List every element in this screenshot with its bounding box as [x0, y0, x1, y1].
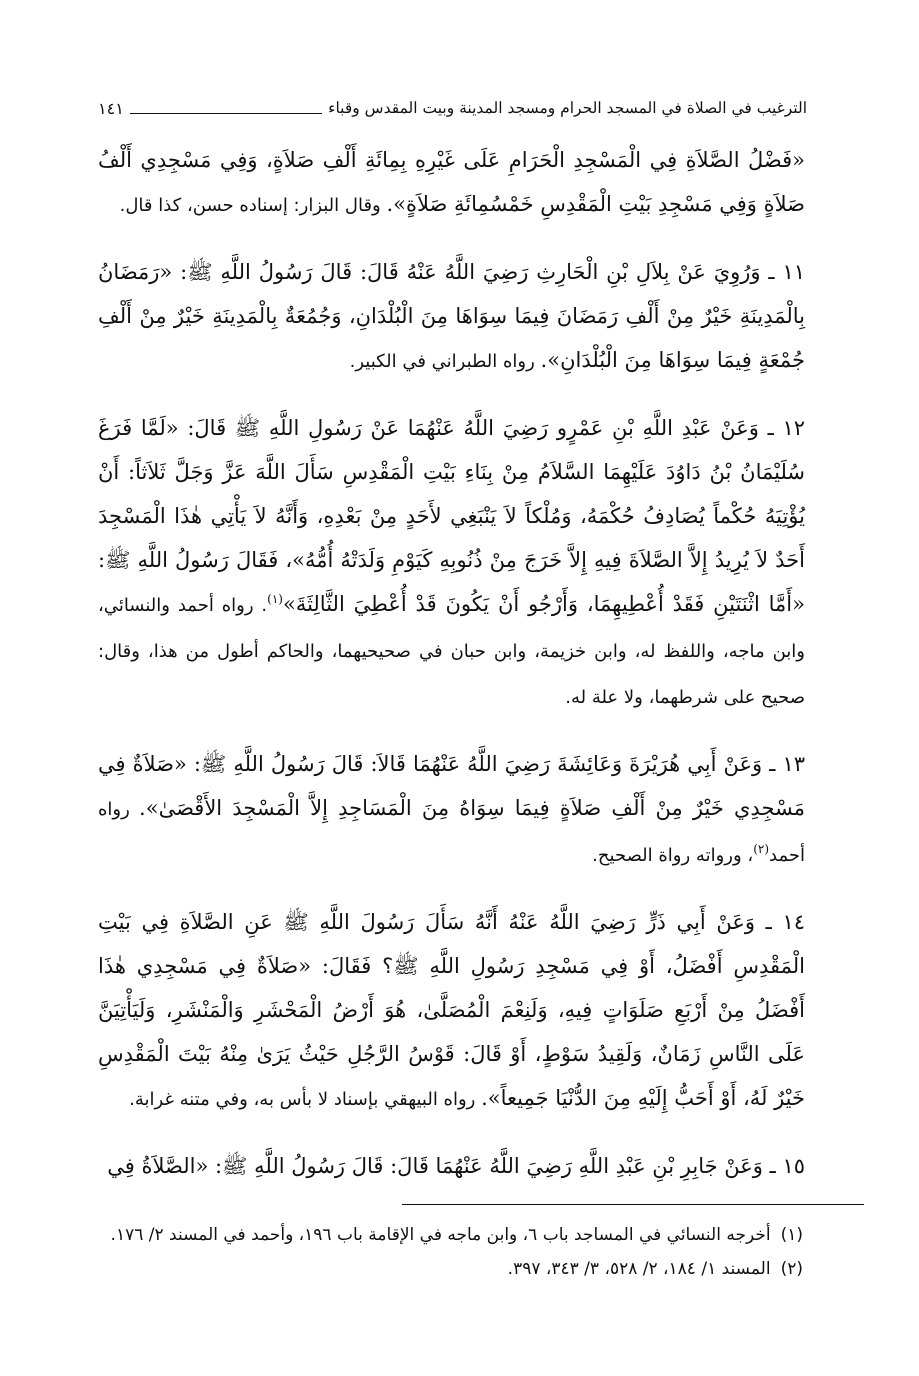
- chapter-title: الترغيب في الصلاة في المسجد الحرام ومسجد المدينة وبيت المقدس وقباء: [328, 99, 807, 117]
- footnote-number: (٢): [780, 1259, 803, 1279]
- footnote-rule: [402, 1204, 864, 1205]
- commentary-text: . رواه أحمد والنسائي، وابن ماجه، واللفظ له، وابن خزيمة، وابن حبان في صحيحيهما، والحاكم أطول من هذا، وقال: صحيح على شرطهما، ولا علة له.: [98, 595, 805, 708]
- footnote-text: المسند ١/ ١٨٤، ٢/ ٥٢٨، ٣/ ٣٤٣، ٣٩٧.: [507, 1259, 771, 1279]
- hadith-text: ١٢ ـ وَعَنْ عَبْدِ اللَّهِ بْنِ عَمْرٍو رَضِيَ اللَّهُ عَنْهُمَا عَنْ رَسُولِ اللَّهِ ﷺ قَالَ: «لَمَّا فَرَغَ سُلَيْمَانُ بْنُ دَاوُدَ عَلَيْهِمَا السَّلاَمُ مِنْ بِنَاءِ بَيْتِ الْمَقْدِسِ سَأَلَ اللَّهَ عَزَّ وَجَلَّ ثَلاَثاً: أَنْ يُؤْتِيَهُ حُكْماً يُصَادِفُ حُكْمَهُ، وَمُلْكاً لاَ يَنْبَغِي لأَحَدٍ مِنْ بَعْدِهِ، وَأَنَّهُ لاَ يَأْتِي هٰذَا الْمَسْجِدَ أَحَدٌ لاَ يُرِيدُ إِلاَّ الصَّلاَةَ فِيهِ إِلاَّ خَرَجَ مِنْ ذُنُوبِهِ كَيَوْمِ وَلَدَتْهُ أُمُّهُ»، فَقَالَ رَسُولُ اللَّهِ ﷺ: «أَمَّا اثْنَتَيْنِ فَقَدْ أُعْطِيهِمَا، وَأَرْجُو أَنْ يَكُونَ قَدْ أُعْطِيَ الثَّالِثَةَ»: [98, 416, 805, 616]
- hadith-text: ١٥ ـ وَعَنْ جَابِرِ بْنِ عَبْدِ اللَّهِ رَضِيَ اللَّهُ عَنْهُمَا قَالَ: قَالَ رَسُولُ اللَّهِ ﷺ: «الصَّلاَةُ فِي: [107, 1154, 805, 1178]
- running-header: [98, 94, 807, 122]
- footnote-text: أخرجه النسائي في المساجد باب ٦، وابن ماجه في الإقامة باب ١٩٦، وأحمد في المسند ٢/ ١٧٦.: [110, 1225, 771, 1245]
- hadith-11: [98, 250, 805, 384]
- hadith-text: «فَضْلُ الصَّلاَةِ فِي الْمَسْجِدِ الْحَرَامِ عَلَى غَيْرِهِ بِمِائَةِ أَلْفِ صَلاَةٍ، وَفِي مَسْجِدِي أَلْفُ صَلاَةٍ وَفِي مَسْجِدِ بَيْتِ الْمَقْدِسِ خَمْسُمِائَةِ صَلاَةٍ».: [98, 148, 805, 216]
- paragraph-continuation: [98, 138, 805, 228]
- hadith-text: ١٤ ـ وَعَنْ أَبِي ذَرٍّ رَضِيَ اللَّهُ عَنْهُ أَنَّهُ سَأَلَ رَسُولَ اللَّهِ ﷺ عَنِ الصَّلاَةِ فِي بَيْتِ الْمَقْدِسِ أَفْضَلُ، أَوْ فِي مَسْجِدِ رَسُولِ اللَّهِ ﷺ؟ فَقَالَ: «صَلاَةٌ فِي مَسْجِدِي هٰذَا أَفْضَلُ مِنْ أَرْبَعِ صَلَوَاتٍ فِيهِ، وَلَنِعْمَ الْمُصَلَّىٰ، هُوَ أَرْضُ الْمَحْشَرِ وَالْمَنْشَرِ، وَلَيَأْتِيَنَّ عَلَى النَّاسِ زَمَانٌ، وَلَقِيدُ سَوْطٍ، أَوْ قَالَ: قَوْسُ الرَّجُلِ حَيْثُ يَرَىٰ مِنْهُ بَيْتَ الْمَقْدِسِ خَيْرٌ لَهُ، أَوْ أَحَبُّ إِلَيْهِ مِنَ الدُّنْيَا جَمِيعاً».: [98, 910, 805, 1110]
- page-number: ١٤١: [98, 98, 124, 118]
- commentary-text-after: ، ورواته رواة الصحيح.: [592, 845, 754, 866]
- footnote-2: [98, 1252, 803, 1286]
- header-rule: [130, 103, 322, 114]
- commentary-text: رواه الطبراني في الكبير.: [349, 351, 541, 372]
- footnote-1: [98, 1218, 803, 1252]
- commentary-text: وقال البزار: إسناده حسن، كذا قال.: [119, 195, 387, 216]
- commentary-text: رواه البيهقي بإسناد لا بأس به، وفي متنه غرابة.: [129, 1089, 482, 1110]
- hadith-15: [98, 1144, 805, 1190]
- commentary-text: رواه أحمد: [98, 799, 805, 866]
- footnote-ref-1[interactable]: (١): [267, 592, 283, 606]
- footnote-ref-2[interactable]: (٢): [753, 842, 770, 856]
- hadith-12: [98, 406, 805, 720]
- hadith-13: [98, 742, 805, 878]
- hadith-text: ١١ ـ وَرُوِيَ عَنْ بِلاَلِ بْنِ الْحَارِثِ رَضِيَ اللَّهُ عَنْهُ قَالَ: قَالَ رَسُولُ اللَّهِ ﷺ: «رَمَضَانُ بِالْمَدِينَةِ خَيْرٌ مِنْ أَلْفِ رَمَضَانَ فِيمَا سِوَاهَا مِنَ الْبُلْدَانِ، وَجُمُعَةٌ بِالْمَدِينَةِ خَيْرٌ مِنْ أَلْفِ جُمْعَةٍ فِيمَا سِوَاهَا مِنَ الْبُلْدَانِ».: [98, 260, 805, 372]
- footnotes: [98, 1218, 803, 1286]
- hadith-text: ١٣ ـ وَعَنْ أَبِي هُرَيْرَةَ وَعَائِشَةَ رَضِيَ اللَّهُ عَنْهُمَا قَالاَ: قَالَ رَسُولُ اللَّهِ ﷺ: «صَلاَةٌ فِي مَسْجِدِي خَيْرٌ مِنْ أَلْفِ صَلاَةٍ فِيمَا سِوَاهُ مِنَ الْمَسَاجِدِ إِلاَّ الْمَسْجِدَ الأَقْصَىٰ».: [98, 752, 805, 820]
- footnote-number: (١): [780, 1225, 803, 1245]
- main-text: [98, 138, 805, 1212]
- hadith-14: [98, 900, 805, 1122]
